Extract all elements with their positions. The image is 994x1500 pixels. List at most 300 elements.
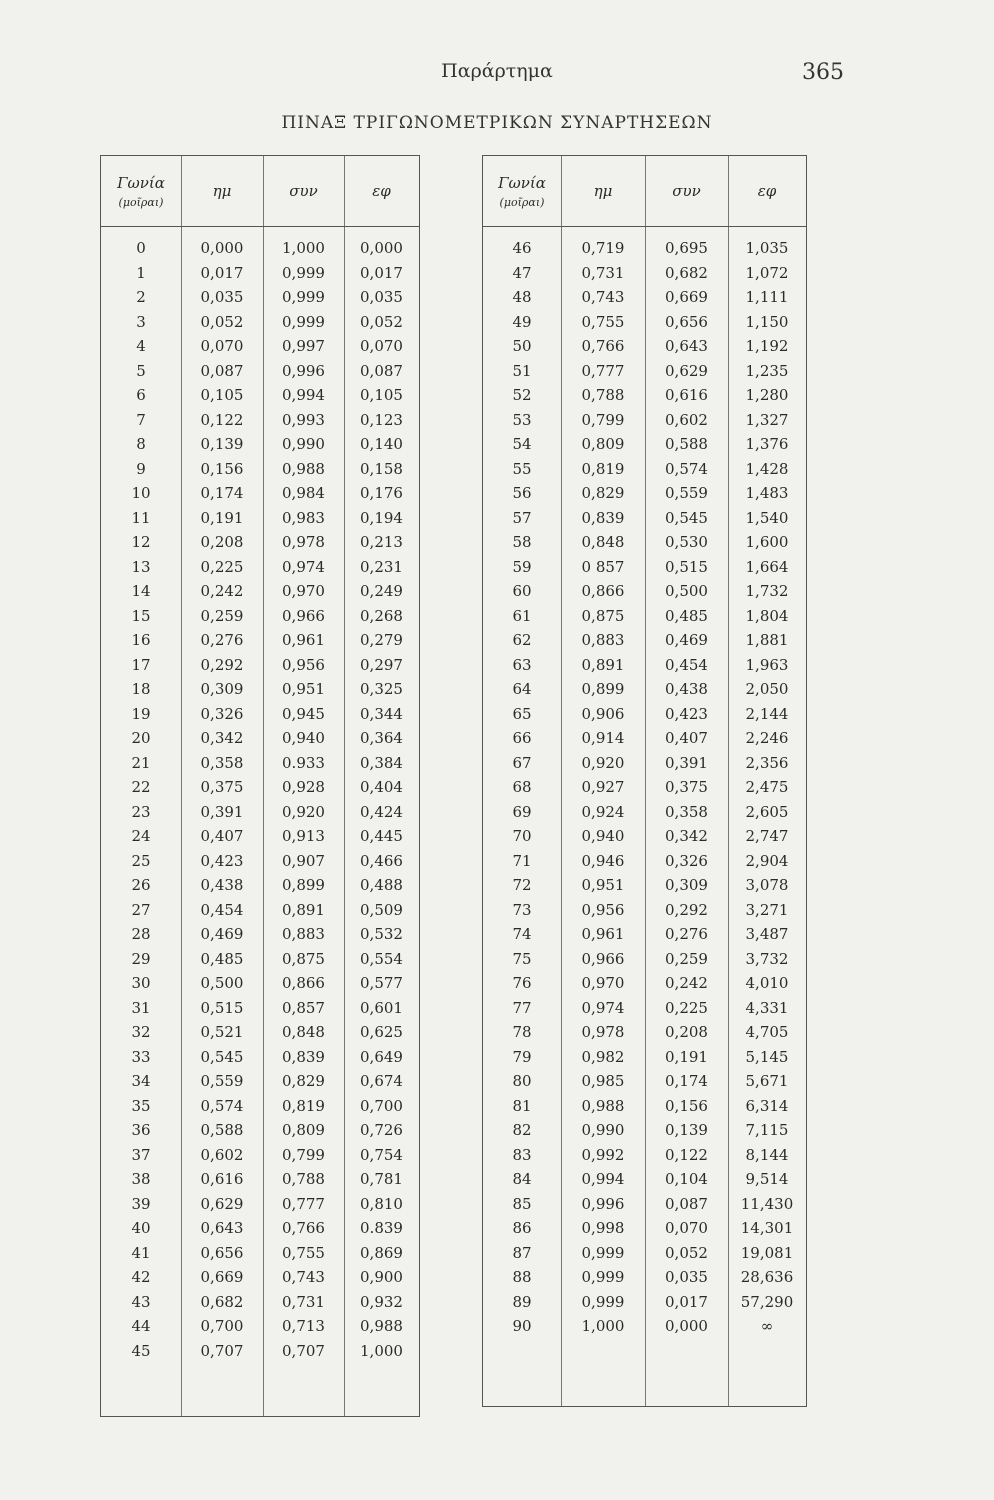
cell-angle: 71 — [512, 851, 532, 870]
cell-angle: 28 — [131, 925, 151, 943]
cell-sin: 0,799 — [581, 410, 625, 429]
cell-cos: 0,087 — [665, 1194, 708, 1213]
cell-cos: 0,966 — [282, 606, 325, 625]
cell-sin: 0,982 — [581, 1047, 625, 1066]
cell-angle: 4 — [136, 337, 146, 355]
cell-tan: 0,601 — [360, 998, 403, 1017]
cell-sin: 0,996 — [581, 1194, 625, 1213]
cell-sin: 0,656 — [200, 1243, 244, 1262]
table-body — [101, 236, 419, 1363]
cell-cos: 0,139 — [665, 1121, 708, 1139]
cell-angle: 0 — [136, 239, 146, 257]
table-header — [101, 156, 419, 227]
cell-tan: 0,070 — [360, 337, 403, 355]
table-row — [101, 1118, 419, 1143]
table-row — [483, 383, 806, 408]
table-row — [101, 604, 419, 629]
cell-tan: 2,475 — [745, 778, 789, 796]
table-row — [483, 1167, 806, 1192]
cell-tan: 0,554 — [360, 949, 403, 968]
cell-tan: 1,376 — [745, 435, 789, 453]
cell-cos: 0,951 — [282, 680, 325, 698]
cell-tan: 2,246 — [745, 729, 789, 747]
cell-angle: 20 — [131, 729, 151, 747]
cell-tan: 14,301 — [740, 1219, 794, 1237]
table-row — [101, 775, 419, 800]
cell-sin: 0,052 — [200, 312, 244, 331]
trig-table-right — [482, 155, 807, 1407]
cell-angle: 82 — [512, 1121, 532, 1139]
table-row — [483, 1020, 806, 1045]
cell-sin: 0,978 — [581, 1023, 625, 1041]
cell-sin: 0,070 — [200, 337, 244, 355]
table-row — [101, 1094, 419, 1119]
cell-cos: 0,978 — [282, 533, 325, 551]
cell-angle: 41 — [131, 1243, 151, 1262]
cell-cos: 0,999 — [282, 288, 325, 306]
cell-angle: 56 — [512, 484, 532, 502]
table-row — [101, 898, 419, 923]
table-title: ΠΙΝΑΞ ΤΡΙΓΩΝΟΜΕΤΡΙΚΩΝ ΣΥΝΑΡΤΗΣΕΩΝ — [281, 113, 713, 133]
cell-angle: 88 — [512, 1268, 532, 1286]
table-row — [483, 555, 806, 580]
cell-sin: 0,961 — [581, 925, 625, 943]
cell-sin: 0,777 — [581, 361, 625, 380]
cell-tan: 1,235 — [745, 361, 789, 380]
cell-angle: 3 — [136, 312, 146, 331]
table-row — [483, 506, 806, 531]
table-header — [483, 156, 806, 227]
cell-sin: 0,559 — [200, 1072, 244, 1090]
table-row — [483, 530, 806, 555]
cell-cos: 0,017 — [665, 1292, 708, 1311]
cell-angle: 67 — [512, 753, 532, 772]
cell-angle: 30 — [131, 974, 151, 992]
cell-cos: 0,990 — [282, 435, 325, 453]
cell-sin: 0,990 — [581, 1121, 625, 1139]
table-row — [101, 1314, 419, 1339]
cell-tan: 0,105 — [360, 386, 403, 404]
table-row — [483, 873, 806, 898]
table-row — [483, 285, 806, 310]
cell-tan: 0,810 — [360, 1194, 403, 1213]
cell-angle: 27 — [131, 900, 151, 919]
table-row — [101, 971, 419, 996]
cell-sin: 0,819 — [581, 459, 625, 478]
table-row — [101, 1339, 419, 1364]
cell-sin: 0,899 — [581, 680, 625, 698]
cell-angle: 58 — [512, 533, 532, 551]
cell-sin: 0,326 — [200, 704, 244, 723]
cell-angle: 36 — [131, 1121, 151, 1139]
cell-cos: 0,920 — [282, 802, 325, 821]
cell-tan: 4,705 — [745, 1023, 789, 1041]
cell-sin: 0,105 — [200, 386, 244, 404]
cell-angle: 31 — [131, 998, 151, 1017]
cell-cos: 0,857 — [282, 998, 325, 1017]
cell-cos: 0,848 — [282, 1023, 325, 1041]
cell-cos: 0,961 — [282, 631, 325, 649]
cell-cos: 0,819 — [282, 1096, 325, 1115]
cell-cos: 0,342 — [665, 827, 708, 845]
cell-cos: 0,891 — [282, 900, 325, 919]
table-row — [483, 922, 806, 947]
header-angle-label: Γωνία — [498, 173, 546, 192]
cell-angle: 47 — [512, 263, 532, 282]
cell-tan: 1,540 — [745, 508, 789, 527]
cell-cos: 0,682 — [665, 263, 708, 282]
table-row — [483, 775, 806, 800]
cell-tan: ∞ — [760, 1317, 774, 1335]
cell-angle: 17 — [131, 655, 151, 674]
cell-tan: 1,428 — [745, 459, 789, 478]
cell-sin: 0 857 — [581, 557, 625, 576]
table-row — [483, 481, 806, 506]
cell-cos: 0,485 — [665, 606, 708, 625]
cell-cos: 0,174 — [665, 1072, 708, 1090]
cell-tan: 0,087 — [360, 361, 403, 380]
cell-tan: 1,732 — [745, 582, 789, 600]
table-row — [483, 628, 806, 653]
cell-sin: 0,309 — [200, 680, 244, 698]
cell-cos: 0,928 — [282, 778, 325, 796]
table-row — [483, 702, 806, 727]
table-row — [101, 506, 419, 531]
cell-cos: 0,999 — [282, 312, 325, 331]
cell-sin: 0,342 — [200, 729, 244, 747]
page-number: 365 — [802, 60, 844, 85]
table-row — [101, 677, 419, 702]
cell-cos: 0,242 — [665, 974, 708, 992]
table-row — [483, 996, 806, 1021]
cell-angle: 89 — [512, 1292, 532, 1311]
table-row — [101, 1216, 419, 1241]
cell-cos: 0,545 — [665, 508, 708, 527]
cell-sin: 0,438 — [200, 876, 244, 894]
cell-cos: 0,035 — [665, 1268, 708, 1286]
header-cos: συν — [289, 182, 318, 200]
cell-angle: 64 — [512, 680, 532, 698]
table-row — [483, 1143, 806, 1168]
cell-tan: 0,900 — [360, 1268, 403, 1286]
cell-sin: 0,225 — [200, 557, 244, 576]
cell-angle: 51 — [512, 361, 532, 380]
table-row — [483, 1314, 806, 1339]
cell-sin: 0,755 — [581, 312, 625, 331]
table-row — [101, 334, 419, 359]
cell-angle: 85 — [512, 1194, 532, 1213]
cell-cos: 0,000 — [665, 1317, 708, 1335]
table-row — [483, 334, 806, 359]
cell-cos: 0,695 — [665, 239, 708, 257]
cell-angle: 32 — [131, 1023, 151, 1041]
cell-cos: 0,994 — [282, 386, 325, 404]
cell-sin: 0,545 — [200, 1047, 244, 1066]
table-row — [483, 310, 806, 335]
running-title: Παράρτημα — [441, 60, 553, 82]
cell-angle: 26 — [131, 876, 151, 894]
table-row — [483, 261, 806, 286]
cell-cos: 0,945 — [282, 704, 325, 723]
table-row — [101, 702, 419, 727]
table-row — [483, 432, 806, 457]
cell-tan: 0,649 — [360, 1047, 403, 1066]
table-row — [483, 677, 806, 702]
cell-cos: 0,423 — [665, 704, 708, 723]
cell-angle: 59 — [512, 557, 532, 576]
cell-cos: 0,391 — [665, 753, 708, 772]
cell-sin: 0,866 — [581, 582, 625, 600]
cell-cos: 0,515 — [665, 557, 708, 576]
cell-sin: 0,956 — [581, 900, 625, 919]
table-row — [101, 751, 419, 776]
cell-tan: 1,804 — [745, 606, 789, 625]
table-row — [483, 1192, 806, 1217]
cell-cos: 0,899 — [282, 876, 325, 894]
cell-sin: 0,156 — [200, 459, 244, 478]
cell-tan: 0,249 — [360, 582, 403, 600]
cell-sin: 0,174 — [200, 484, 244, 502]
cell-tan: 1,000 — [360, 1341, 403, 1360]
cell-angle: 54 — [512, 435, 532, 453]
cell-tan: 0,052 — [360, 312, 403, 331]
cell-tan: 0,445 — [360, 827, 403, 845]
cell-sin: 0,469 — [200, 925, 244, 943]
cell-cos: 0,629 — [665, 361, 708, 380]
cell-tan: 0,488 — [360, 876, 403, 894]
header-tan: εφ — [372, 182, 391, 200]
table-row — [101, 579, 419, 604]
header-angle — [101, 156, 181, 226]
table-row — [483, 579, 806, 604]
cell-angle: 33 — [131, 1047, 151, 1066]
cell-tan: 0,577 — [360, 974, 403, 992]
cell-cos: 1,000 — [282, 239, 325, 257]
cell-tan: 0.839 — [360, 1219, 403, 1237]
cell-sin: 0,951 — [581, 876, 625, 894]
cell-tan: 0,325 — [360, 680, 403, 698]
cell-tan: 1,881 — [745, 631, 789, 649]
cell-angle: 37 — [131, 1145, 151, 1164]
cell-cos: 0,602 — [665, 410, 708, 429]
cell-angle: 10 — [131, 484, 151, 502]
table-row — [483, 1241, 806, 1266]
cell-sin: 0,999 — [581, 1243, 625, 1262]
cell-tan: 1,280 — [745, 386, 789, 404]
cell-sin: 0,515 — [200, 998, 244, 1017]
cell-angle: 24 — [131, 827, 151, 845]
cell-angle: 1 — [136, 263, 146, 282]
table-row — [483, 1118, 806, 1143]
table-row — [101, 1290, 419, 1315]
cell-sin: 0,970 — [581, 974, 625, 992]
table-row — [101, 1020, 419, 1045]
cell-angle: 77 — [512, 998, 532, 1017]
cell-sin: 0,731 — [581, 263, 625, 282]
cell-angle: 81 — [512, 1096, 532, 1115]
cell-sin: 0,017 — [200, 263, 244, 282]
table-row — [101, 408, 419, 433]
table-row — [101, 530, 419, 555]
table-row — [101, 1265, 419, 1290]
cell-tan: 1,327 — [745, 410, 789, 429]
table-row — [101, 310, 419, 335]
cell-angle: 42 — [131, 1268, 151, 1286]
cell-sin: 0,602 — [200, 1145, 244, 1164]
cell-tan: 1,963 — [745, 655, 789, 674]
cell-cos: 0,292 — [665, 900, 708, 919]
cell-tan: 19,081 — [740, 1243, 794, 1262]
cell-cos: 0,259 — [665, 949, 708, 968]
cell-angle: 87 — [512, 1243, 532, 1262]
table-row — [483, 898, 806, 923]
cell-sin: 0,454 — [200, 900, 244, 919]
cell-sin: 0,242 — [200, 582, 244, 600]
cell-angle: 83 — [512, 1145, 532, 1164]
cell-sin: 0,883 — [581, 631, 625, 649]
cell-cos: 0,993 — [282, 410, 325, 429]
cell-angle: 62 — [512, 631, 532, 649]
cell-angle: 80 — [512, 1072, 532, 1090]
cell-cos: 0,766 — [282, 1219, 325, 1237]
cell-cos: 0,122 — [665, 1145, 708, 1164]
cell-sin: 0,035 — [200, 288, 244, 306]
table-row — [483, 947, 806, 972]
cell-tan: 0,384 — [360, 753, 403, 772]
cell-sin: 0,358 — [200, 753, 244, 772]
cell-angle: 75 — [512, 949, 532, 968]
cell-angle: 12 — [131, 533, 151, 551]
cell-angle: 15 — [131, 606, 151, 625]
cell-sin: 0,629 — [200, 1194, 244, 1213]
cell-sin: 0,848 — [581, 533, 625, 551]
cell-cos: 0,438 — [665, 680, 708, 698]
table-row — [101, 996, 419, 1021]
cell-cos: 0.933 — [282, 753, 325, 772]
cell-angle: 70 — [512, 827, 532, 845]
cell-sin: 0,999 — [581, 1268, 625, 1286]
cell-angle: 90 — [512, 1317, 532, 1335]
cell-sin: 0,423 — [200, 851, 244, 870]
cell-cos: 0,656 — [665, 312, 708, 331]
cell-cos: 0,156 — [665, 1096, 708, 1115]
cell-angle: 44 — [131, 1317, 151, 1335]
cell-cos: 0,454 — [665, 655, 708, 674]
cell-sin: 0,875 — [581, 606, 625, 625]
cell-angle: 73 — [512, 900, 532, 919]
header-sin: ημ — [593, 182, 613, 200]
cell-angle: 5 — [136, 361, 146, 380]
cell-tan: 1,150 — [745, 312, 789, 331]
cell-sin: 0,276 — [200, 631, 244, 649]
cell-cos: 0,052 — [665, 1243, 708, 1262]
table-row — [101, 824, 419, 849]
cell-sin: 0,974 — [581, 998, 625, 1017]
cell-angle: 53 — [512, 410, 532, 429]
cell-tan: 28,636 — [740, 1268, 794, 1286]
cell-cos: 0,974 — [282, 557, 325, 576]
cell-angle: 14 — [131, 582, 151, 600]
cell-tan: 0,625 — [360, 1023, 403, 1041]
table-row — [101, 800, 419, 825]
cell-cos: 0,588 — [665, 435, 708, 453]
cell-tan: 0,364 — [360, 729, 403, 747]
table-row — [101, 555, 419, 580]
cell-tan: 2,605 — [745, 802, 789, 821]
cell-cos: 0,839 — [282, 1047, 325, 1066]
cell-tan: 0,700 — [360, 1096, 403, 1115]
cell-angle: 38 — [131, 1170, 151, 1188]
cell-tan: 6,314 — [745, 1096, 789, 1115]
table-row — [101, 726, 419, 751]
cell-cos: 0,970 — [282, 582, 325, 600]
cell-sin: 0,500 — [200, 974, 244, 992]
cell-cos: 0,707 — [282, 1341, 325, 1360]
header-sin: ημ — [212, 182, 232, 200]
cell-sin: 0,985 — [581, 1072, 625, 1090]
cell-tan: 1,192 — [745, 337, 789, 355]
cell-angle: 18 — [131, 680, 151, 698]
cell-tan: 0,509 — [360, 900, 403, 919]
cell-angle: 48 — [512, 288, 532, 306]
cell-angle: 61 — [512, 606, 532, 625]
cell-angle: 63 — [512, 655, 532, 674]
cell-sin: 0,669 — [200, 1268, 244, 1286]
cell-tan: 2,050 — [745, 680, 789, 698]
cell-cos: 0,574 — [665, 459, 708, 478]
cell-sin: 0,998 — [581, 1219, 625, 1237]
cell-angle: 46 — [512, 239, 532, 257]
cell-sin: 0,259 — [200, 606, 244, 625]
table-row — [483, 1265, 806, 1290]
cell-tan: 0,297 — [360, 655, 403, 674]
cell-tan: 0,017 — [360, 263, 403, 282]
cell-angle: 49 — [512, 312, 532, 331]
cell-angle: 43 — [131, 1292, 151, 1311]
cell-tan: 3,271 — [745, 900, 789, 919]
cell-sin: 0,788 — [581, 386, 625, 404]
cell-tan: 0,781 — [360, 1170, 403, 1188]
table-row — [483, 236, 806, 261]
cell-tan: 0,932 — [360, 1292, 403, 1311]
table-row — [101, 1167, 419, 1192]
cell-sin: 0,839 — [581, 508, 625, 527]
cell-cos: 0,713 — [282, 1317, 325, 1335]
cell-cos: 0,309 — [665, 876, 708, 894]
cell-angle: 76 — [512, 974, 532, 992]
cell-sin: 0,588 — [200, 1121, 244, 1139]
cell-angle: 13 — [131, 557, 151, 576]
cell-cos: 0,208 — [665, 1023, 708, 1041]
cell-sin: 0,407 — [200, 827, 244, 845]
header-cos: συν — [672, 182, 701, 200]
table-row — [483, 457, 806, 482]
cell-cos: 0,743 — [282, 1268, 325, 1286]
cell-tan: 1,111 — [745, 288, 789, 306]
cell-tan: 0,000 — [360, 239, 403, 257]
cell-cos: 0,326 — [665, 851, 708, 870]
cell-tan: 4,331 — [745, 998, 789, 1017]
table-row — [101, 947, 419, 972]
cell-tan: 0,213 — [360, 533, 403, 551]
table-row — [101, 628, 419, 653]
cell-angle: 25 — [131, 851, 151, 870]
cell-sin: 0,122 — [200, 410, 244, 429]
cell-sin: 0,766 — [581, 337, 625, 355]
cell-cos: 0,875 — [282, 949, 325, 968]
cell-sin: 0,999 — [581, 1292, 625, 1311]
header-angle — [483, 156, 561, 226]
